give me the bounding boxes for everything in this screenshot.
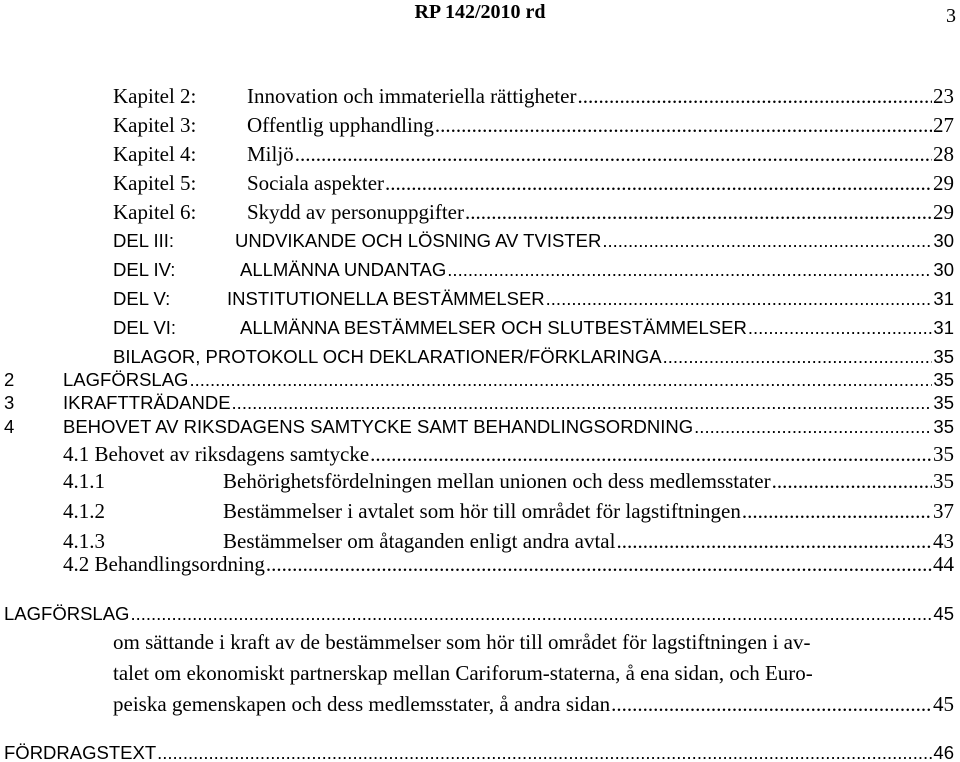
toc-page-number: 43 [933, 529, 954, 553]
toc-entry-lagforslag-line-1[interactable]: om sättande i kraft av de bestämmelser som hör till området för lagstiftningen i av- [113, 630, 811, 654]
page-number: 3 [946, 5, 956, 27]
dot-leader [465, 198, 932, 226]
dot-leader [435, 111, 932, 139]
toc-part-label: DEL IV: [113, 259, 176, 280]
toc-page-number: 35 [933, 392, 954, 413]
dot-leader [546, 285, 933, 313]
toc-page-number: 44 [933, 552, 954, 576]
dot-leader [772, 467, 932, 495]
dot-leader [370, 440, 932, 468]
toc-entry-title: 4.2 Behandlingsordning [63, 552, 265, 576]
toc-page-number: 28 [933, 142, 954, 166]
toc-page-number: 45 [933, 692, 954, 716]
toc-entry-section-4-2[interactable] [63, 550, 954, 578]
toc-entry-del-v[interactable] [113, 285, 954, 313]
toc-page-number: 35 [933, 442, 954, 466]
toc-chapter-label: Kapitel 6: [113, 200, 197, 224]
toc-entry-title: BILAGOR, PROTOKOLL OCH DEKLARATIONER/FÖRKLARINGA [113, 346, 662, 367]
toc-page-number: 35 [933, 416, 954, 437]
toc-entry-section-4-1-1[interactable] [63, 467, 954, 495]
toc-entry-title: BEHOVET AV RIKSDAGENS SAMTYCKE SAMT BEHANDLINGSORDNING [63, 416, 694, 437]
toc-page-number: 30 [933, 230, 954, 251]
toc-page-number: 29 [933, 200, 954, 224]
toc-page-number: 31 [933, 288, 954, 309]
toc-entry-title: Innovation och immateriella rättigheter [247, 84, 577, 108]
toc-part-label: DEL V: [113, 288, 171, 309]
toc-entry-lagforslag-line-2[interactable]: talet om ekonomiskt partnerskap mellan Cariforum-staterna, å ena sidan, och Euro- [113, 661, 813, 685]
toc-entry-del-vi[interactable] [113, 314, 954, 342]
toc-entry-title: Offentlig upphandling [247, 113, 434, 137]
toc-entry-del-iv[interactable] [113, 256, 954, 284]
toc-entry-section-4-1-2[interactable] [63, 497, 954, 525]
toc-page-number: 35 [933, 346, 954, 367]
toc-page-number: 46 [933, 742, 954, 762]
toc-entry-title: Behörighetsfördelningen mellan unionen och dess medlemsstater [223, 469, 771, 493]
document-title: RP 142/2010 rd [414, 1, 546, 23]
toc-section-number: 4.1.3 [63, 529, 105, 553]
toc-entry-kapitel-5[interactable] [113, 169, 954, 197]
toc-entry-section-4-1[interactable] [63, 440, 954, 468]
toc-chapter-label: Kapitel 5: [113, 171, 197, 195]
toc-section-number: 3 [4, 392, 15, 413]
toc-entry-kapitel-2[interactable] [113, 82, 954, 110]
toc-entry-title: 4.1 Behovet av riksdagens samtycke [63, 442, 370, 466]
toc-part-label: DEL III: [113, 230, 175, 251]
toc-chapter-label: Kapitel 2: [113, 84, 197, 108]
dot-leader [266, 550, 932, 578]
dot-leader [602, 227, 932, 255]
toc-entry-lagforslag-line-3[interactable] [113, 690, 954, 718]
toc-page-number: 45 [933, 603, 954, 624]
toc-section-number: 4.1.1 [63, 469, 105, 493]
toc-entry-title: Bestämmelser i avtalet som hör till området för lagstiftningen [223, 499, 741, 523]
toc-entry-title: peiska gemenskapen och dess medlemsstater, å andra sidan [113, 692, 611, 716]
toc-entry-title: Sociala aspekter [247, 171, 385, 195]
toc-entry-title: INSTITUTIONELLA BESTÄMMELSER [227, 288, 545, 309]
toc-entry-title: Skydd av personuppgifter [247, 200, 464, 224]
dot-leader [577, 82, 932, 110]
dot-leader [130, 600, 932, 628]
toc-entry-title: IKRAFTTRÄDANDE [63, 392, 231, 413]
toc-entry-title: Bestämmelser om åtaganden enligt andra avtal [223, 529, 616, 553]
dot-leader [611, 690, 932, 718]
toc-entry-title: ALLMÄNNA BESTÄMMELSER OCH SLUTBESTÄMMELSER [240, 317, 747, 338]
toc-part-label: DEL VI: [113, 317, 177, 338]
toc-entry-kapitel-4[interactable] [113, 140, 954, 168]
toc-entry-fordragstext[interactable] [4, 739, 954, 762]
toc-entry-section-4[interactable] [4, 413, 954, 441]
dot-leader [385, 169, 932, 197]
toc-page-number: 27 [933, 113, 954, 137]
toc-entry-title: ALLMÄNNA UNDANTAG [240, 259, 447, 280]
toc-entry-kapitel-3[interactable] [113, 111, 954, 139]
toc-entry-title: LAGFÖRSLAG [4, 603, 130, 624]
toc-page-number: 23 [933, 84, 954, 108]
toc-page-number: 31 [933, 317, 954, 338]
toc-entry-kapitel-6[interactable] [113, 198, 954, 226]
toc-entry-title: FÖRDRAGSTEXT [4, 742, 157, 762]
toc-chapter-label: Kapitel 4: [113, 142, 197, 166]
toc-page-number: 35 [933, 469, 954, 493]
toc-chapter-label: Kapitel 3: [113, 113, 197, 137]
toc-page-number: 29 [933, 171, 954, 195]
toc-section-number: 4 [4, 416, 15, 437]
toc-section-number: 2 [4, 369, 15, 390]
toc-page-number: 30 [933, 259, 954, 280]
toc-section-number: 4.1.2 [63, 499, 105, 523]
dot-leader [447, 256, 932, 284]
toc-page-number: 37 [933, 499, 954, 523]
toc-page-number: 35 [933, 369, 954, 390]
dot-leader [157, 739, 932, 762]
toc-entry-lagforslag[interactable] [4, 600, 954, 628]
dot-leader [694, 413, 932, 441]
toc-entry-title: UNDVIKANDE OCH LÖSNING AV TVISTER [235, 230, 602, 251]
dot-leader [748, 314, 933, 342]
toc-entry-title: LAGFÖRSLAG [63, 369, 189, 390]
toc-entry-title: Miljö [247, 142, 294, 166]
dot-leader [295, 140, 932, 168]
toc-entry-del-iii[interactable] [113, 227, 954, 255]
dot-leader [742, 497, 932, 525]
